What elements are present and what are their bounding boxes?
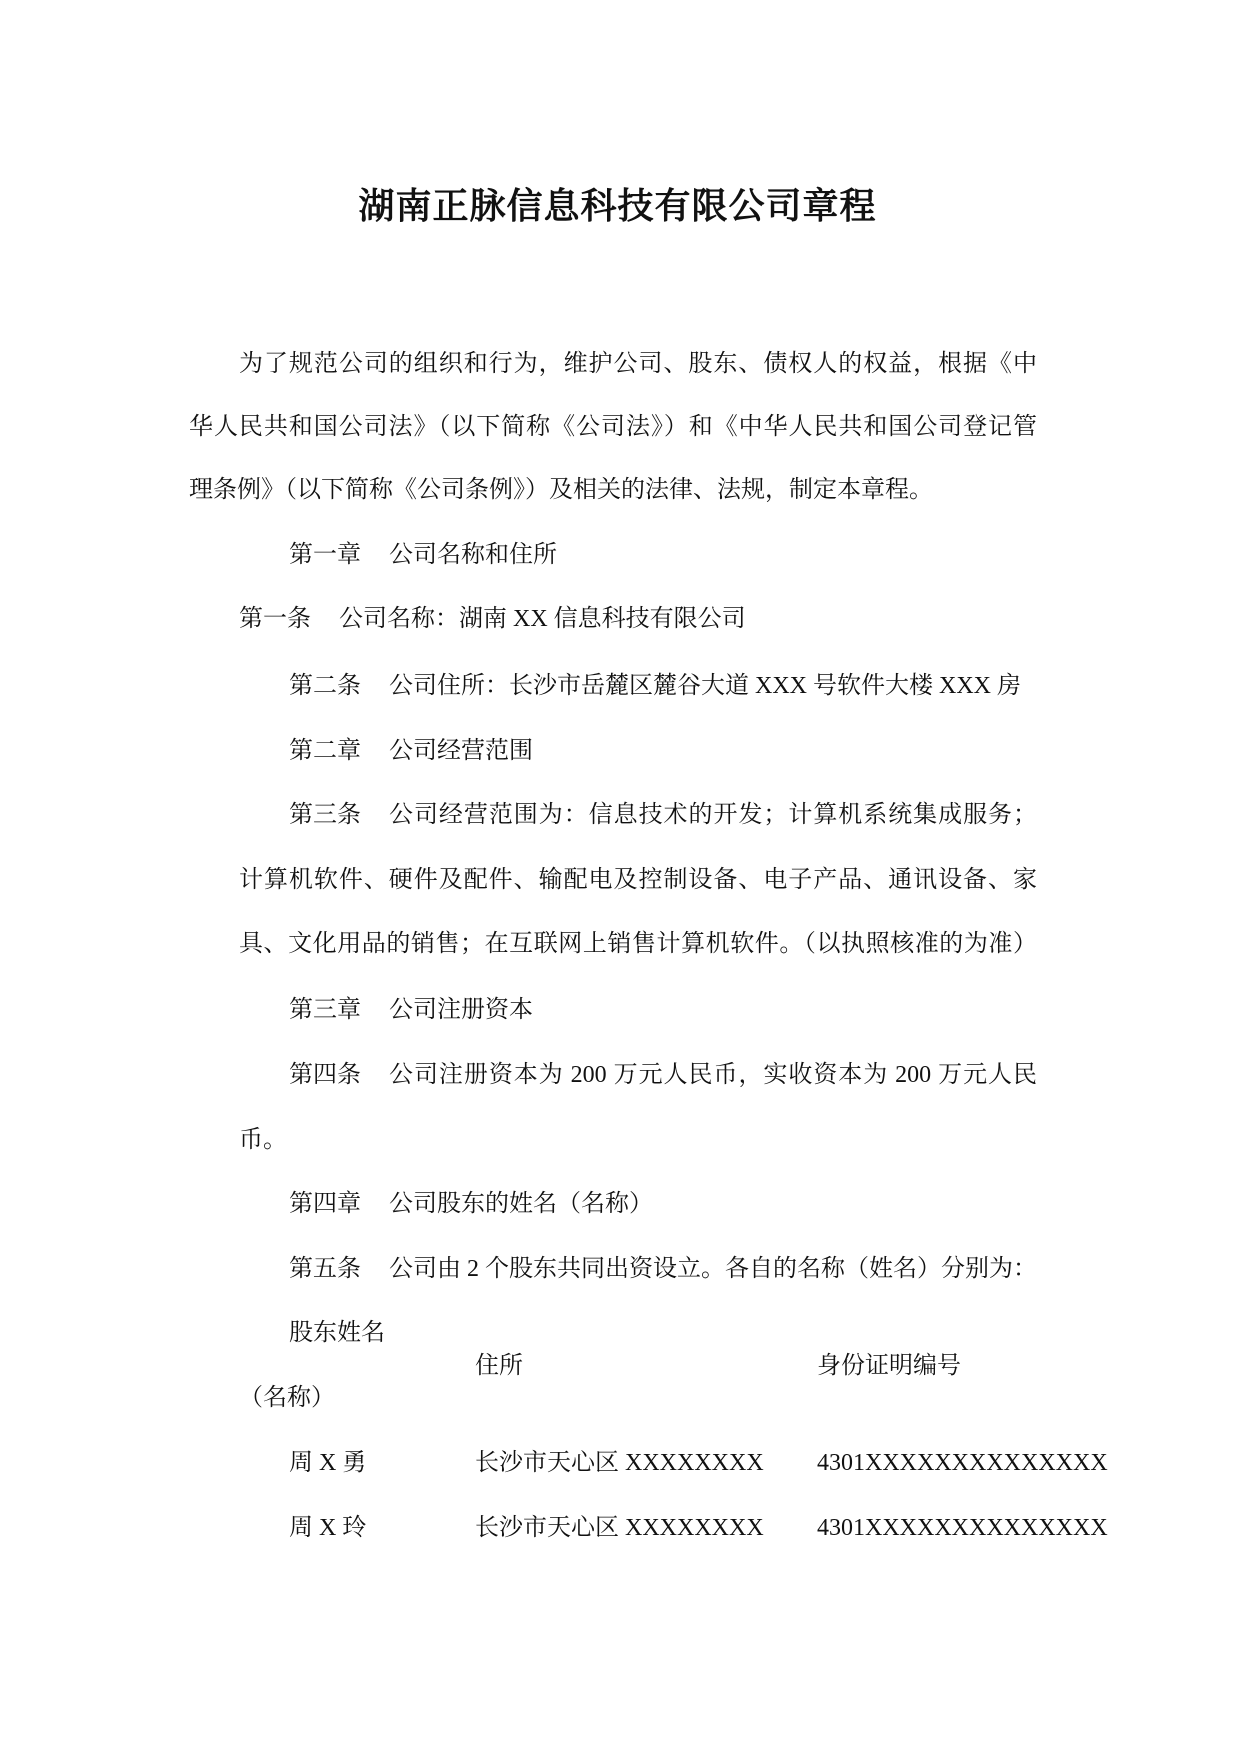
article-number: 第三条	[289, 802, 361, 828]
chapter-title: 公司股东的姓名（名称）	[389, 1191, 653, 1217]
chapter-number: 第二章	[289, 738, 361, 764]
shareholder-address: 长沙市天心区 XXXXXXXX	[475, 1515, 764, 1541]
article-text: 公司住所：长沙市岳麓区麓谷大道 XXX 号软件大楼 XXX 房	[389, 673, 1021, 699]
header-name: 股东姓名	[289, 1320, 385, 1346]
chapter-title: 公司名称和住所	[389, 542, 557, 568]
article-text: 公司经营范围为：信息技术的开发；计算机系统集成服务；	[389, 802, 1037, 828]
chapter-number: 第一章	[289, 542, 361, 568]
shareholder-name: 周 X 玲	[289, 1515, 367, 1541]
header-id-number: 身份证明编号	[817, 1353, 961, 1379]
article-number: 第二条	[289, 673, 361, 699]
shareholder-address: 长沙市天心区 XXXXXXXX	[475, 1450, 764, 1476]
preamble-line-2: 华人民共和国公司法》（以下简称《公司法》）和《中华人民共和国公司登记管	[189, 414, 1037, 440]
shareholder-id: 4301XXXXXXXXXXXXXX	[817, 1515, 1108, 1541]
preamble-line-1: 为了规范公司的组织和行为，维护公司、股东、债权人的权益，根据《中	[239, 351, 1037, 377]
header-name-continued: （名称）	[239, 1385, 335, 1411]
preamble-line-3: 理条例》（以下简称《公司条例》）及相关的法律、法规，制定本章程。	[189, 477, 933, 503]
chapter-title: 公司注册资本	[389, 997, 533, 1023]
article-number: 第一条	[239, 606, 311, 632]
chapter-heading	[289, 1184, 653, 1224]
document-title: 湖南正脉信息科技有限公司章程	[358, 185, 877, 227]
chapter-title: 公司经营范围	[389, 738, 533, 764]
article-text: 公司名称：湖南 XX 信息科技有限公司	[339, 606, 746, 632]
article-text-continued: 计算机软件、硬件及配件、输配电及控制设备、电子产品、通讯设备、家	[239, 867, 1037, 893]
shareholder-id: 4301XXXXXXXXXXXXXX	[817, 1450, 1108, 1476]
article-line	[289, 666, 1021, 706]
article-line	[289, 1055, 1037, 1095]
article-text-continued: 具、文化用品的销售；在互联网上销售计算机软件。（以执照核准的为准）	[239, 931, 1037, 957]
article-line	[239, 599, 746, 639]
article-line	[289, 795, 1037, 835]
chapter-number: 第四章	[289, 1191, 361, 1217]
chapter-number: 第三章	[289, 997, 361, 1023]
shareholder-name: 周 X 勇	[289, 1450, 367, 1476]
chapter-heading	[289, 535, 557, 575]
article-text: 公司由 2 个股东共同出资设立。各自的名称（姓名）分别为：	[389, 1256, 1037, 1282]
chapter-heading	[289, 990, 533, 1030]
article-number: 第五条	[289, 1256, 361, 1282]
article-line	[289, 1249, 1037, 1289]
article-number: 第四条	[289, 1062, 361, 1088]
article-text: 公司注册资本为 200 万元人民币，实收资本为 200 万元人民	[389, 1062, 1037, 1088]
header-address: 住所	[475, 1353, 523, 1379]
article-text-continued: 币。	[239, 1127, 287, 1153]
chapter-heading	[289, 731, 533, 771]
